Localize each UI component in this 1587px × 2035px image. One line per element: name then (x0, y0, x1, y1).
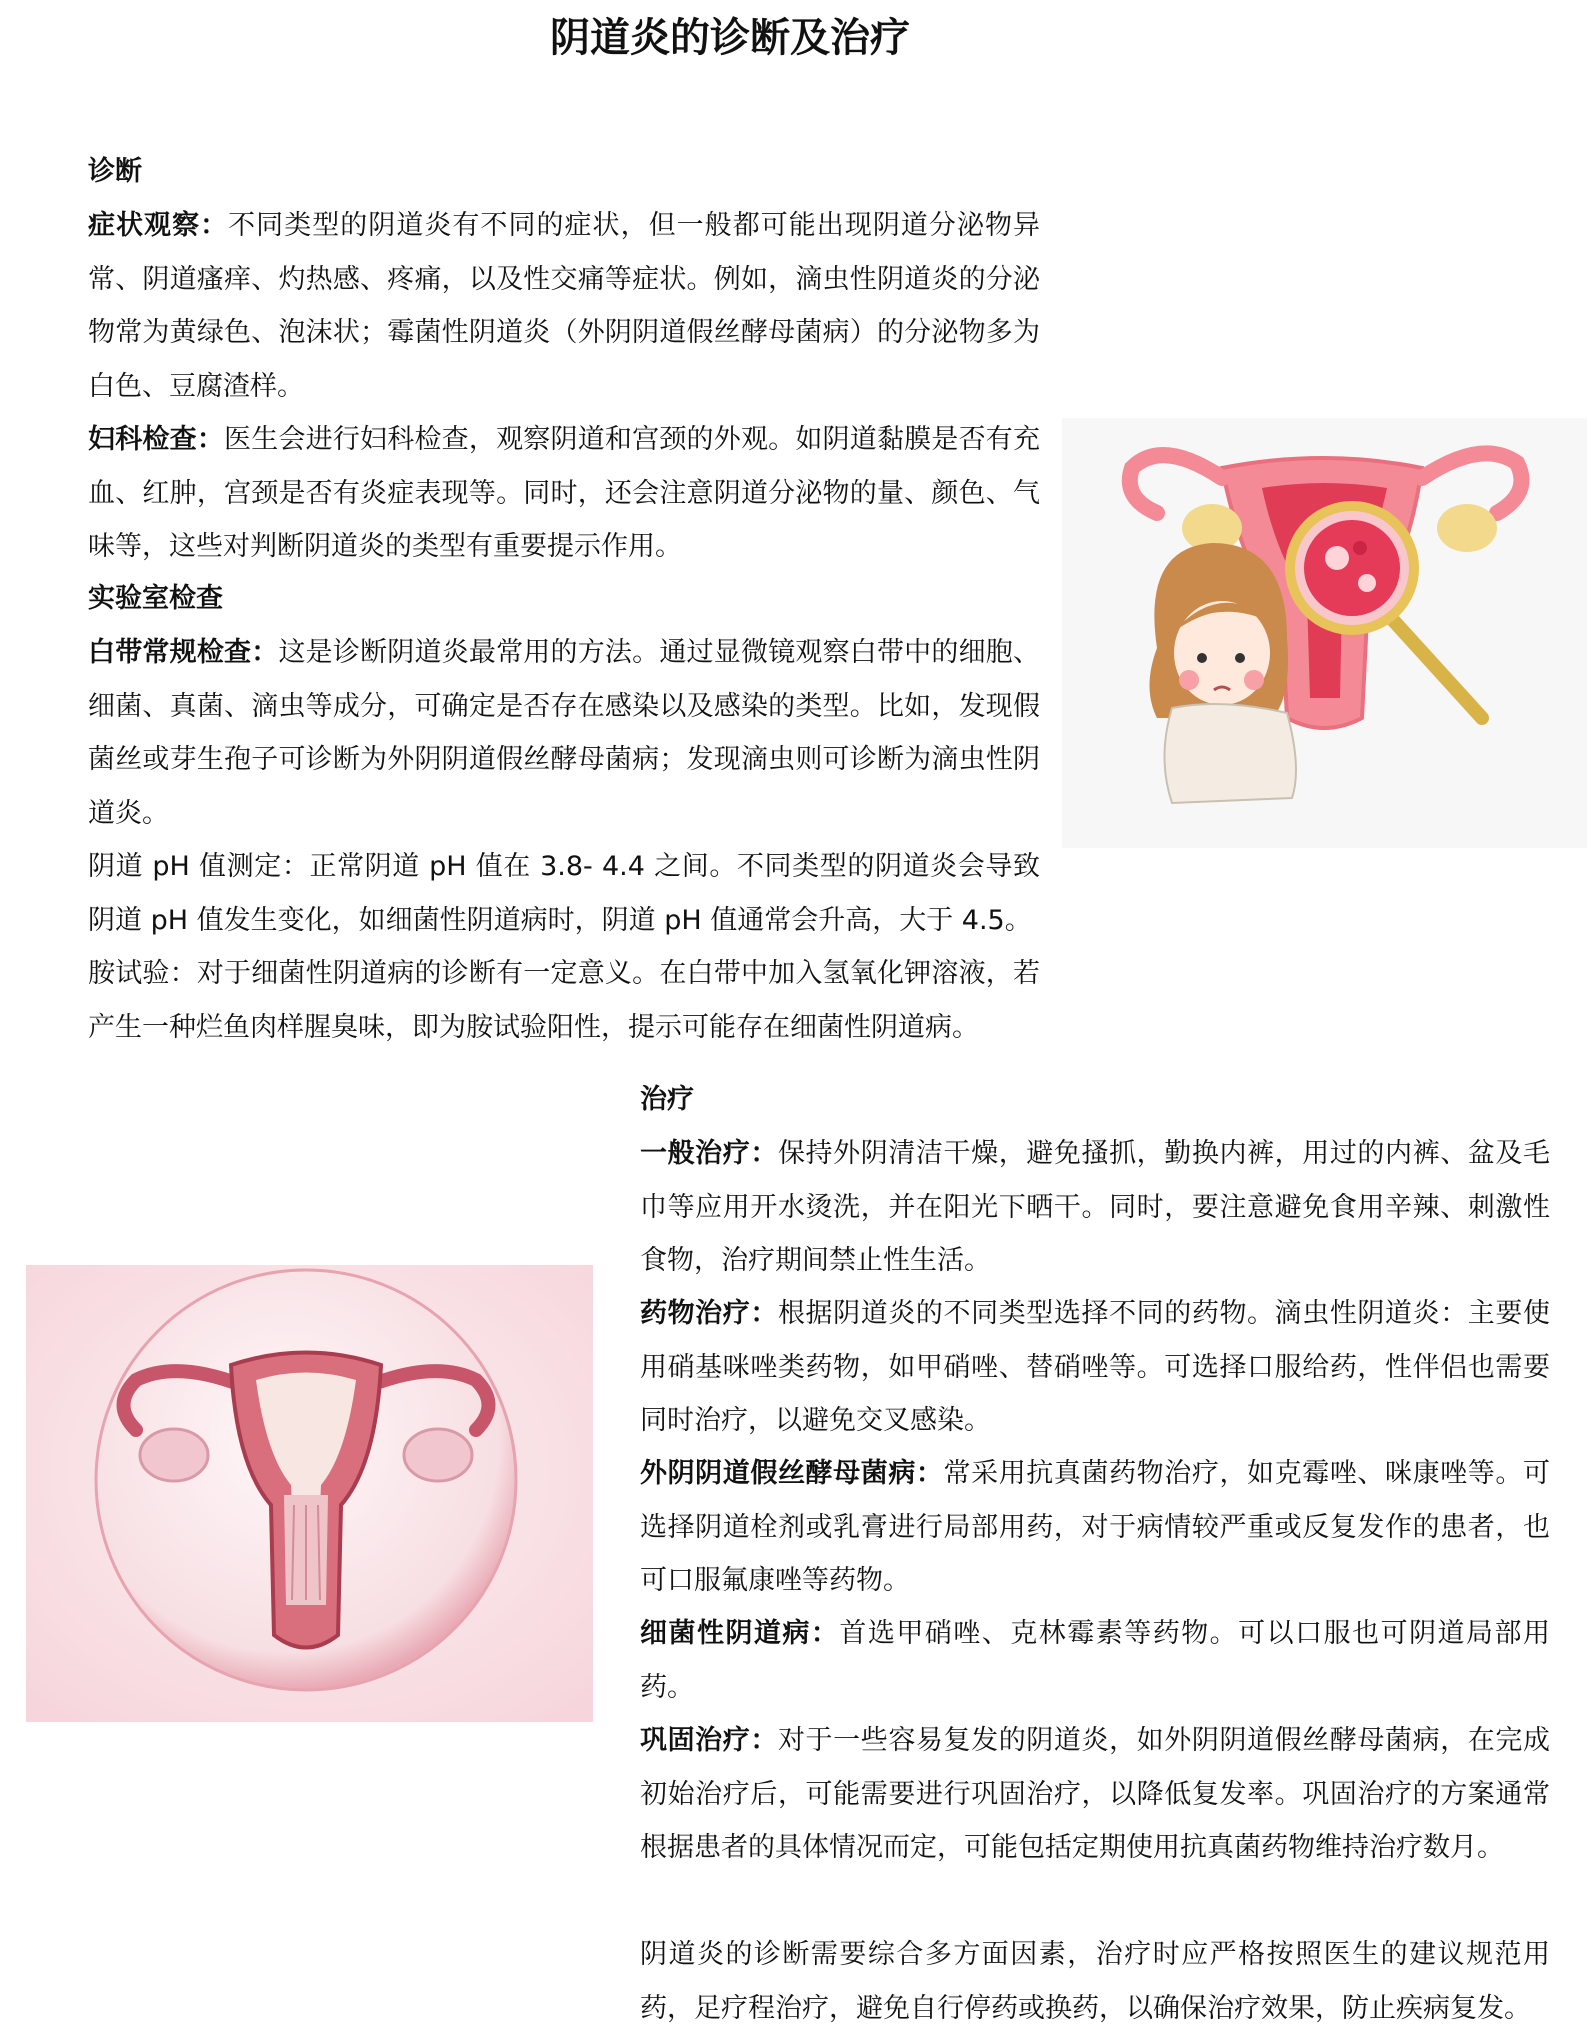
symptoms-text: 不同类型的阴道炎有不同的症状，但一般都可能出现阴道分泌物异常、阴道瘙痒、灼热感、疼痛，以及性交痛等症状。例如，滴虫性阴道炎的分泌物常为黄绿色、泡沫状；霉菌性阴道炎（外阴阴道假丝酵母菌病）的分泌物多为白色、豆腐渣样。 (88, 210, 1041, 402)
diagnosis-heading: 诊断 (88, 156, 142, 187)
candida-treatment-label: 外阴阴道假丝酵母菌病： (640, 1458, 944, 1489)
symptoms-paragraph (88, 199, 1040, 413)
lab-heading: 实验室检查 (88, 583, 223, 614)
general-treatment-paragraph (640, 1127, 1550, 1288)
general-treatment-text: 保持外阴清洁干燥，避免搔抓，勤换内裤，用过的内裤、盆及毛巾等应用开水烫洗，并在阳光下晒干。同时，要注意避免食用辛辣、刺激性食物，治疗期间禁止性生活。 (640, 1138, 1550, 1276)
bacterial-treatment-label: 细菌性阴道病： (640, 1618, 840, 1649)
leukorrhea-paragraph (88, 626, 1040, 840)
page-title: 阴道炎的诊断及治疗 (550, 15, 910, 61)
uterus-anatomy-illustration (26, 1265, 593, 1722)
drug-treatment-paragraph (640, 1287, 1550, 1448)
leukorrhea-text: 这是诊断阴道炎最常用的方法。通过显微镜观察白带中的细胞、细菌、真菌、滴虫等成分，可确定是否存在感染以及感染的类型。比如，发现假菌丝或芽生孢子可诊断为外阴阴道假丝酵母菌病；发现滴虫则可诊断为滴虫性阴道炎。 (88, 637, 1041, 829)
cartoon-uterus-illustration (1062, 418, 1587, 848)
drug-treatment-text: 根据阴道炎的不同类型选择不同的药物。滴虫性阴道炎：主要使用硝基咪唑类药物，如甲硝唑、替硝唑等。可选择口服给药，性伴侣也需要同时治疗，以避免交叉感染。 (640, 1298, 1550, 1436)
leukorrhea-label: 白带常规检查： (88, 637, 279, 668)
conclusion-paragraph: 阴道炎的诊断需要综合多方面因素，治疗时应严格按照医生的建议规范用药，足疗程治疗，避免自行停药或换药，以确保治疗效果，防止疾病复发。 (640, 1939, 1550, 2024)
symptoms-label: 症状观察： (88, 210, 229, 241)
consolidation-treatment-text: 对于一些容易复发的阴道炎，如外阴阴道假丝酵母菌病，在完成初始治疗后，可能需要进行巩固治疗，以降低复发率。巩固治疗的方案通常根据患者的具体情况而定，可能包括定期使用抗真菌药物维持治疗数月。 (640, 1725, 1550, 1863)
candida-treatment-paragraph (640, 1447, 1550, 1608)
bacterial-treatment-text: 首选甲硝唑、克林霉素等药物。可以口服也可阴道局部用药。 (640, 1618, 1551, 1703)
treatment-heading: 治疗 (640, 1084, 694, 1115)
general-treatment-label: 一般治疗： (640, 1138, 778, 1169)
bacterial-treatment-paragraph (640, 1607, 1550, 1714)
consolidation-treatment-label: 巩固治疗： (640, 1725, 778, 1756)
ph-test-paragraph: 阴道 pH 值测定：正常阴道 pH 值在 3.8- 4.4 之间。不同类型的阴道炎会导致阴道 pH 值发生变化，如细菌性阴道病时，阴道 pH 值通常会升高，大于 4.5。 (88, 851, 1040, 936)
candida-treatment-text: 常采用抗真菌药物治疗，如克霉唑、咪康唑等。可选择阴道栓剂或乳膏进行局部用药，对于病情较严重或反复发作的患者，也可口服氟康唑等药物。 (640, 1458, 1550, 1596)
gyn-exam-text: 医生会进行妇科检查，观察阴道和宫颈的外观。如阴道黏膜是否有充血、红肿，宫颈是否有炎症表现等。同时，还会注意阴道分泌物的量、颜色、气味等，这些对判断阴道炎的类型有重要提示作用。 (88, 424, 1041, 562)
consolidation-treatment-paragraph (640, 1714, 1550, 1875)
amine-test-paragraph: 胺试验：对于细菌性阴道病的诊断有一定意义。在白带中加入氢氧化钾溶液，若产生一种烂鱼肉样腥臭味，即为胺试验阳性，提示可能存在细菌性阴道病。 (88, 958, 1040, 1043)
gyn-exam-label: 妇科检查： (88, 424, 225, 455)
gyn-exam-paragraph (88, 413, 1040, 574)
drug-treatment-label: 药物治疗： (640, 1298, 778, 1329)
